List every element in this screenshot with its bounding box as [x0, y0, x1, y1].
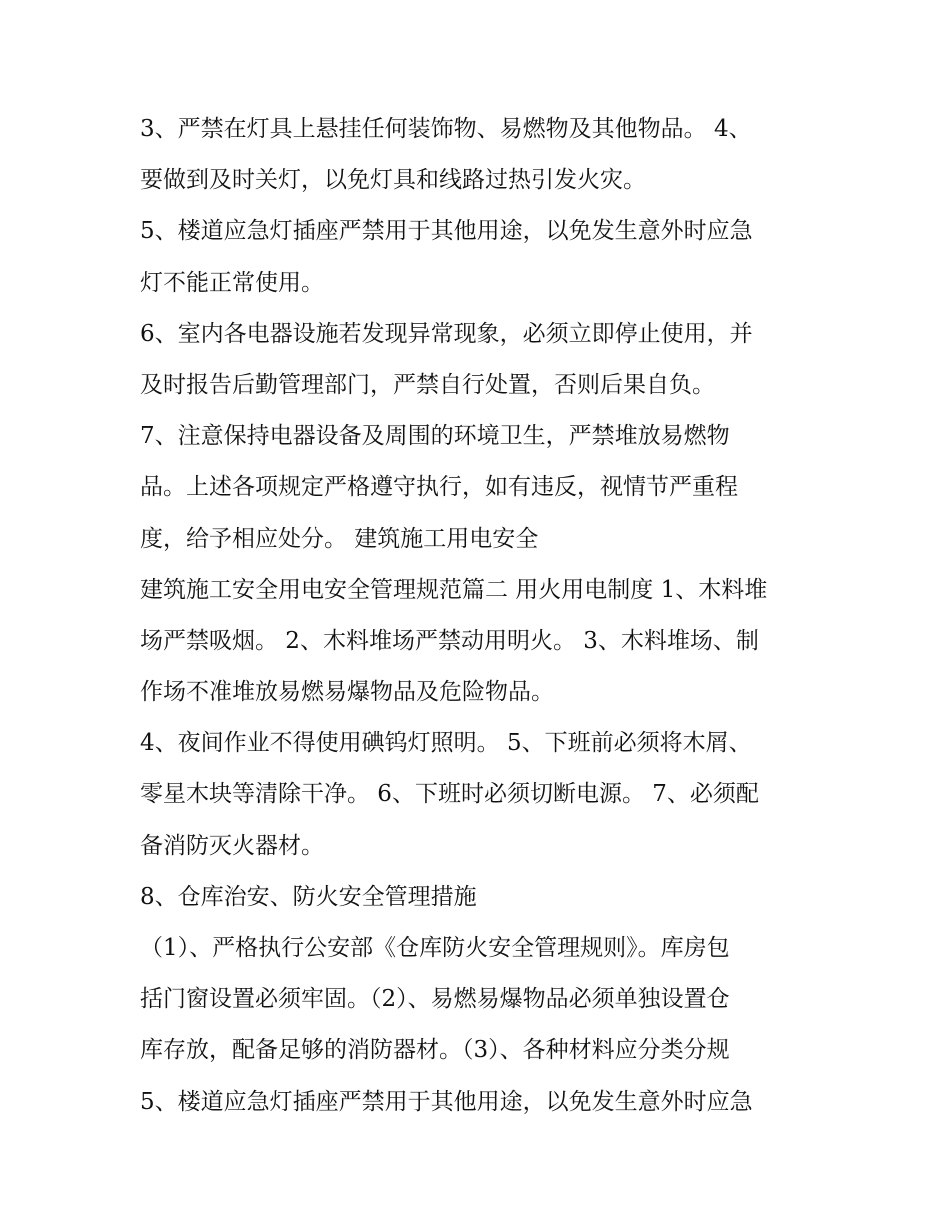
text-line: （1）、严格执行公安部《仓库防火安全管理规则》。库房包: [140, 935, 730, 961]
document-body: [140, 104, 830, 1128]
text-line: 零星木块等清除干净。 6、下班时必须切断电源。 7、必须配: [140, 781, 759, 808]
text-line: 6、室内各电器设施若发现异常现象，必须立即停止使用，并: [140, 320, 753, 347]
text-line: 8、仓库治安、防火安全管理措施: [140, 883, 477, 910]
text-line: 品。上述各项规定严格遵守执行，如有违反，视情节严重程: [140, 474, 738, 501]
text-line: 建筑施工安全用电安全管理规范篇二 用火用电制度 1、木料堆: [140, 576, 768, 603]
text-line: 场严禁吸烟。 2、木料堆场严禁动用明火。 3、木料堆场、制: [140, 627, 759, 654]
text-line: 灯不能正常使用。: [140, 269, 324, 296]
text-line: 4、夜间作业不得使用碘钨灯照明。 5、下班前必须将木屑、: [140, 730, 752, 757]
text-line: 及时报告后勤管理部门，严禁自行处置，否则后果自负。: [140, 371, 715, 398]
text-line: 3、严禁在灯具上悬挂任何装饰物、易燃物及其他物品。 4、: [140, 116, 752, 142]
text-line: 备消防灭火器材。: [140, 832, 324, 859]
text-line: 5、楼道应急灯插座严禁用于其他用途，以免发生意外时应急: [140, 1088, 753, 1115]
text-line: 7、注意保持电器设备及周围的环境卫生，严禁堆放易燃物: [140, 423, 730, 450]
text-line: 5、楼道应急灯插座严禁用于其他用途，以免发生意外时应急: [140, 218, 753, 245]
text-line: 要做到及时关灯，以免灯具和线路过热引发火灾。: [140, 167, 646, 194]
text-line: 库存放，配备足够的消防器材。（3）、各种材料应分类分规: [140, 1037, 730, 1064]
text-line: 度，给予相应处分。 建筑施工用电安全: [140, 525, 539, 552]
text-line: 作场不准堆放易燃易爆物品及危险物品。: [140, 679, 554, 706]
text-line: 括门窗设置必须牢固。（2）、易燃易爆物品必须单独设置仓: [140, 986, 730, 1013]
